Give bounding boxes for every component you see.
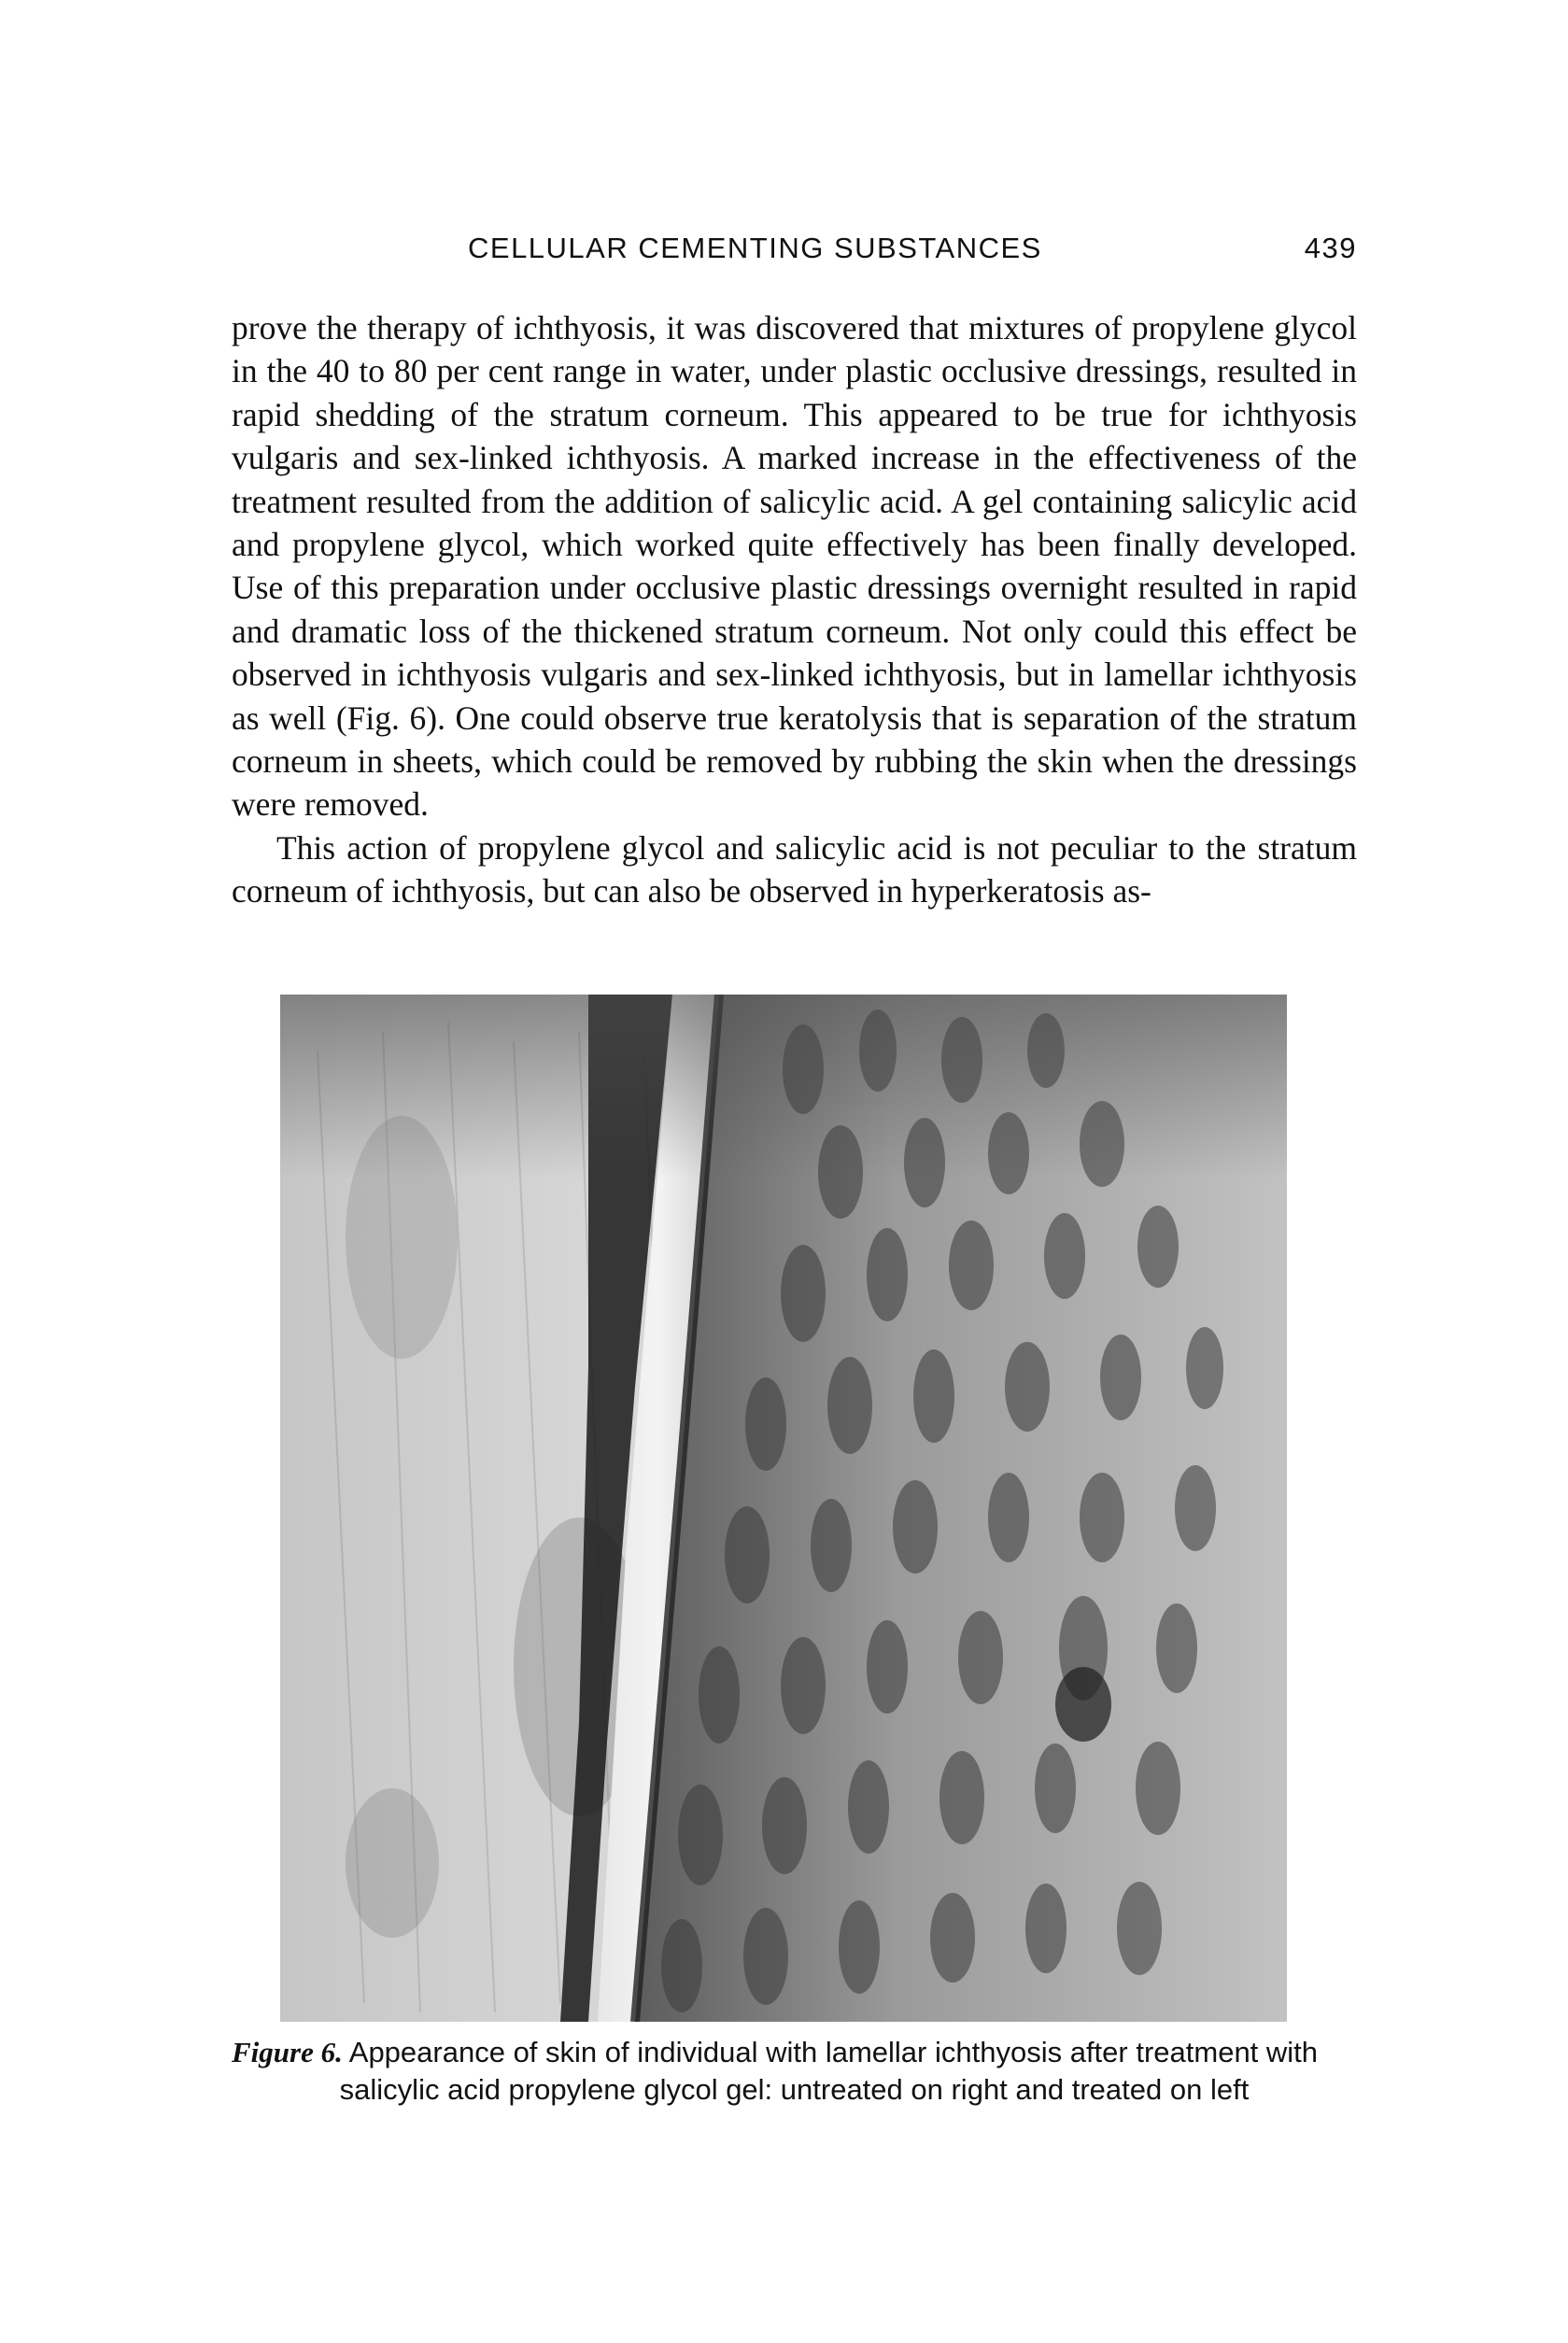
skin-micrograph-image — [280, 995, 1287, 2022]
figure-caption — [232, 2034, 1357, 2109]
page-number: 439 — [1304, 232, 1357, 264]
caption-line-1 — [232, 2034, 1357, 2071]
running-title: CELLULAR CEMENTING SUBSTANCES — [468, 232, 1042, 264]
figure-label: Figure 6. — [232, 2036, 343, 2068]
figure-6-photograph — [280, 995, 1287, 2022]
running-head — [232, 232, 1357, 273]
caption-text-1: Appearance of skin of individual with lamellar ichthyosis after treatment with — [348, 2036, 1319, 2068]
paragraph-2: This action of propylene glycol and salicylic acid is not peculiar to the stratum corneum of ichthyosis, but can also be observed in hyperkeratosis as- — [232, 828, 1357, 910]
body-text — [232, 306, 1357, 913]
paragraph-1: prove the therapy of ichthyosis, it was discovered that mixtures of propylene glycol in the 40 to 80 per cent range in water, under plastic occlusive dressings, resulted in rapid shedding of the stratum corneum. This appeared to be true for ichthyosis vulgaris and sex-linked ichthyosis. A marked increase in the effectiveness of the treatment resulted from the addition of salicylic acid. A gel containing salicylic acid and propylene glycol, which worked quite effectively has been finally developed. Use of this preparation under occlusive plastic dressings overnight resulted in rapid and dramatic loss of the thickened stratum corneum. Not only could this effect be observed in ichthyosis vulgaris and sex-linked ichthyosis, but in lamellar ichthyosis as well (Fig. 6). One could observe true keratolysis that is separation of the stratum corneum in sheets, which could be removed by rubbing the skin when the dressings were removed. — [232, 309, 1357, 824]
caption-line-2: salicylic acid propylene glycol gel: untreated on right and treated on left — [339, 2073, 1250, 2106]
